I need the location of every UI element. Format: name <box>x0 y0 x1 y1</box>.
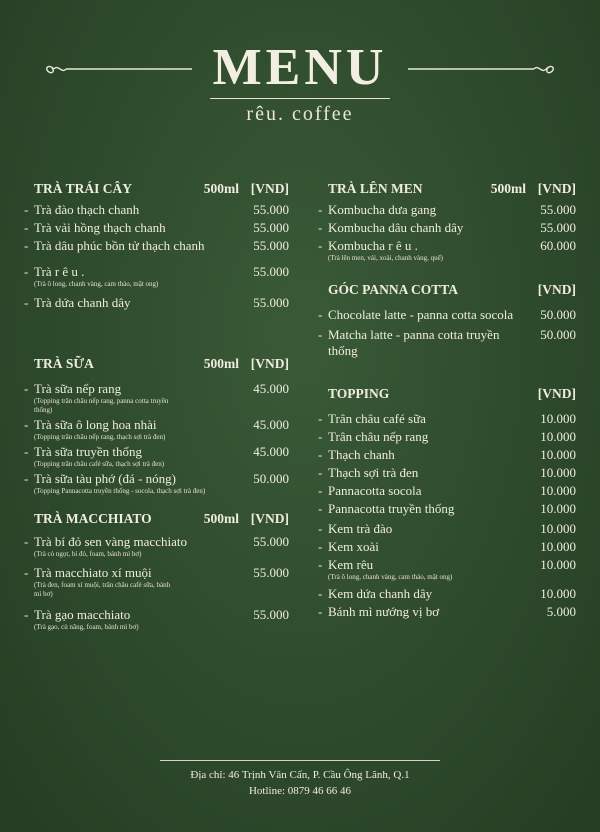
item-name: Kem trà đào <box>328 521 393 536</box>
item-name: Thạch chanh <box>328 447 395 462</box>
menu-item: - Trà gạo macchiato 55.000 <box>24 607 289 622</box>
menu-footer <box>0 760 600 799</box>
menu-item: - Trân châu café sữa 10.000 <box>318 411 576 426</box>
section-size: 500ml <box>490 181 526 196</box>
menu-item: - Pannacotta truyền thống 10.000 <box>318 501 576 516</box>
item-name: Trà sữa truyền thống <box>34 444 143 459</box>
item-price: 10.000 <box>540 557 576 572</box>
footer-divider <box>160 760 440 761</box>
item-price: 55.000 <box>253 220 289 235</box>
item-name: Bánh mì nướng vị bơ <box>328 604 440 619</box>
item-name: Matcha latte - panna cotta truyền thống <box>328 327 500 358</box>
item-note: (Trà lên men, vải, xoài, chanh vàng, quế) <box>328 254 444 262</box>
menu-item: - Thạch sợi trà đen 10.000 <box>318 465 576 480</box>
item-price: 60.000 <box>540 238 576 253</box>
section-title: TRÀ TRÁI CÂY <box>34 181 133 196</box>
item-name: Trà sữa ô long hoa nhài <box>34 417 157 432</box>
item-name: Trân châu café sữa <box>328 411 426 426</box>
section-size: 500ml <box>203 511 239 526</box>
item-price: 50.000 <box>540 327 576 342</box>
item-name: Kem xoài <box>328 539 379 554</box>
item-name: Trà r ê u . <box>34 264 85 279</box>
menu-item: - Kem dứa chanh dây 10.000 <box>318 586 576 601</box>
item-name: Thạch sợi trà đen <box>328 465 419 480</box>
menu-item: - Trà dứa chanh dây 55.000 <box>24 295 289 310</box>
section-header <box>318 383 576 405</box>
item-name: Chocolate latte - panna cotta socola <box>328 307 514 322</box>
menu-item: - Trà dâu phúc bồn tử thạch chanh 55.000 <box>24 238 289 253</box>
section-tra-macchiato <box>24 508 289 632</box>
item-price: 5.000 <box>546 604 576 619</box>
section-header <box>318 279 576 301</box>
section-title: GÓC PANNA COTTA <box>328 282 459 297</box>
item-name: Kombucha r ê u . <box>328 238 418 253</box>
brand-subtitle: rêu. coffee <box>246 103 354 125</box>
footer-hotline: Hotline: 0879 46 66 46 <box>248 785 352 797</box>
menu-item: - Bánh mì nướng vị bơ 5.000 <box>318 604 576 619</box>
menu-item: - Kem rêu 10.000 <box>318 557 576 572</box>
footer-address: Địa chỉ: 46 Trịnh Văn Cấn, P. Cầu Ông Lãnh, Q.1 <box>190 769 410 781</box>
item-price: 55.000 <box>253 534 289 549</box>
item-name: Kem dứa chanh dây <box>328 586 433 601</box>
item-price: 10.000 <box>540 539 576 554</box>
right-ornament-icon <box>408 60 558 78</box>
item-note: (Trà cỏ ngọt, bí đỏ, foam, bánh mì bơ) <box>34 550 142 558</box>
item-note: (Topping trân châu nếp rang, thạch sợi trà đen) <box>34 433 166 441</box>
menu-item: - Trà bí đỏ sen vàng macchiato 55.000 <box>24 534 289 549</box>
item-name: Trà macchiato xí muội <box>34 565 152 580</box>
section-header <box>24 178 289 200</box>
item-name: Pannacotta socola <box>328 483 422 498</box>
item-price: 10.000 <box>540 411 576 426</box>
menu-item: - Kombucha dưa gang 55.000 <box>318 202 576 217</box>
menu-item: - Matcha latte - panna cotta truyền thống 50.000 <box>318 327 576 358</box>
item-name: Trân châu nếp rang <box>328 429 429 444</box>
menu-item: - Trà r ê u . 55.000 <box>24 264 289 279</box>
item-name: Trà bí đỏ sen vàng macchiato <box>34 534 187 549</box>
section-topping <box>318 383 576 620</box>
item-price: 10.000 <box>540 586 576 601</box>
section-size: 500ml <box>203 181 239 196</box>
menu-item: - Chocolate latte - panna cotta socola 50.000 <box>318 307 576 322</box>
item-price: 50.000 <box>253 471 289 486</box>
menu-item: - Kombucha r ê u . 60.000 <box>318 238 576 253</box>
item-price: 50.000 <box>540 307 576 322</box>
item-price: 10.000 <box>540 465 576 480</box>
item-price: 55.000 <box>540 202 576 217</box>
item-price: 10.000 <box>540 429 576 444</box>
item-price: 45.000 <box>253 444 289 459</box>
item-note: (Trà đen, foam xí muội, trân châu café sữa, bánh mì bơ) <box>34 581 171 598</box>
section-currency: [VND] <box>250 356 289 371</box>
menu-item: - Trà đào thạch chanh 55.000 <box>24 202 289 217</box>
section-header <box>24 353 289 375</box>
menu-item: - Trà sữa ô long hoa nhài 45.000 <box>24 417 289 432</box>
item-price: 55.000 <box>253 565 289 580</box>
item-price: 55.000 <box>253 295 289 310</box>
section-goc-panna-cotta <box>318 279 576 359</box>
item-price: 55.000 <box>253 607 289 622</box>
item-name: Trà gạo macchiato <box>34 607 131 622</box>
menu-item: - Kem trà đào 10.000 <box>318 521 576 536</box>
item-note: (Trà gạo, củ năng, foam, bánh mì bơ) <box>34 623 139 631</box>
item-name: Trà dâu phúc bồn tử thạch chanh <box>34 238 205 253</box>
section-size: 500ml <box>203 356 239 371</box>
menu-item: - Trà vải hồng thạch chanh 55.000 <box>24 220 289 235</box>
item-note: (Topping trân châu café sữa, thạch sợi trà đen) <box>34 460 165 468</box>
section-title: TRÀ MACCHIATO <box>34 511 152 526</box>
item-name: Kem rêu <box>328 557 374 572</box>
item-note: (Topping Pannacotta truyền thống - socola, thạch sợi trà đen) <box>34 487 206 495</box>
item-price: 55.000 <box>253 264 289 279</box>
section-title: TRÀ LÊN MEN <box>328 181 423 196</box>
section-tra-sua <box>24 353 289 496</box>
section-tra-trai-cay <box>24 178 289 311</box>
item-name: Trà đào thạch chanh <box>34 202 140 217</box>
section-currency: [VND] <box>537 386 576 401</box>
left-ornament-icon <box>42 60 192 78</box>
item-price: 55.000 <box>253 202 289 217</box>
item-price: 55.000 <box>253 238 289 253</box>
item-price: 10.000 <box>540 501 576 516</box>
item-name: Trà dứa chanh dây <box>34 295 131 310</box>
item-price: 45.000 <box>253 417 289 432</box>
section-title: TOPPING <box>328 386 390 401</box>
item-name: Trà sữa tàu phớ (đá - nóng) <box>34 471 176 486</box>
right-column <box>318 178 576 620</box>
menu-item: - Pannacotta socola 10.000 <box>318 483 576 498</box>
item-price: 10.000 <box>540 483 576 498</box>
item-name: Kombucha dưa gang <box>328 202 437 217</box>
section-currency: [VND] <box>537 282 576 297</box>
item-note: (Trà ô long, chanh vàng, cam thảo, mật ong) <box>328 573 453 581</box>
menu-title: MENU <box>212 39 388 96</box>
item-price: 55.000 <box>540 220 576 235</box>
section-tra-len-men <box>318 178 576 263</box>
item-name: Kombucha dâu chanh dây <box>328 220 464 235</box>
menu-item: - Trà sữa truyền thống 45.000 <box>24 444 289 459</box>
item-note: (Trà ô long, chanh vàng, cam thảo, mật ong) <box>34 280 159 288</box>
menu-item: - Thạch chanh 10.000 <box>318 447 576 462</box>
menu-item: - Kem xoài 10.000 <box>318 539 576 554</box>
item-name: Trà sữa nếp rang <box>34 381 122 396</box>
item-name: Pannacotta truyền thống <box>328 501 455 516</box>
menu-item: - Trà sữa tàu phớ (đá - nóng) 50.000 <box>24 471 289 486</box>
menu-header <box>0 40 600 126</box>
section-currency: [VND] <box>537 181 576 196</box>
item-name: Trà vải hồng thạch chanh <box>34 220 166 235</box>
section-header <box>24 508 289 530</box>
menu-item: - Kombucha dâu chanh dây 55.000 <box>318 220 576 235</box>
item-note: (Topping trân châu nếp rang, panna cotta truyền thống) <box>34 397 169 414</box>
section-currency: [VND] <box>250 181 289 196</box>
title-underline <box>210 98 390 99</box>
item-price: 10.000 <box>540 447 576 462</box>
menu-item: - Trân châu nếp rang 10.000 <box>318 429 576 444</box>
section-header <box>318 178 576 200</box>
menu-item: - Trà sữa nếp rang 45.000 <box>24 381 289 396</box>
section-currency: [VND] <box>250 511 289 526</box>
item-price: 10.000 <box>540 521 576 536</box>
left-column <box>24 178 289 632</box>
item-price: 45.000 <box>253 381 289 396</box>
menu-item: - Trà macchiato xí muội 55.000 <box>24 565 289 580</box>
section-title: TRÀ SỮA <box>34 356 94 371</box>
